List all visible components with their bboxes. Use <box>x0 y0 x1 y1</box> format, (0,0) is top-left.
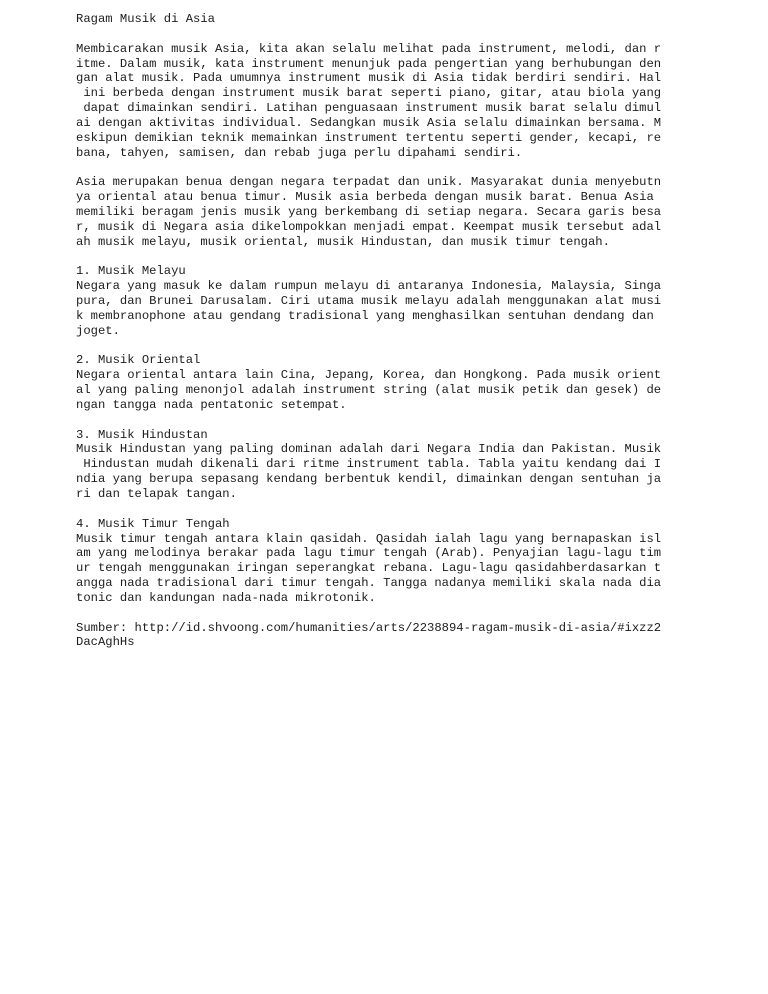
paragraph <box>76 517 676 606</box>
text-line: Asia merupakan benua dengan negara terpadat dan unik. Masyarakat dunia menyebutn <box>76 175 662 190</box>
text-line: angga nada tradisional dari timur tengah. Tangga nadanya memiliki skala nada dia <box>76 576 662 591</box>
text-line: Membicarakan musik Asia, kita akan selalu melihat pada instrument, melodi, dan r <box>76 41 662 56</box>
paragraph-gap <box>76 27 676 42</box>
text-line: 4. Musik Timur Tengah <box>76 516 230 531</box>
text-line: DacAghHs <box>76 635 135 650</box>
paragraph <box>76 264 676 338</box>
text-line: Hindustan mudah dikenali dari ritme instrument tabla. Tabla yaitu kendang dai I <box>76 457 662 472</box>
text-line: Musik timur tengah antara klain qasidah. Qasidah ialah lagu yang bernapaskan isl <box>76 531 662 546</box>
paragraph <box>76 42 676 161</box>
text-line: joget. <box>76 323 120 338</box>
document-page <box>76 12 676 650</box>
text-line: ai dengan aktivitas individual. Sedangkan musik Asia selalu dimainkan bersama. M <box>76 115 662 130</box>
text-line: Musik Hindustan yang paling dominan adalah dari Negara India dan Pakistan. Musik <box>76 442 662 457</box>
text-line: ri dan telapak tangan. <box>76 487 237 501</box>
text-line: pura, dan Brunei Darusalam. Ciri utama musik melayu adalah menggunakan alat musi <box>76 294 662 309</box>
document-body <box>76 42 676 651</box>
text-line: dapat dimainkan sendiri. Latihan penguasaan instrument musik barat selalu dimul <box>76 101 662 116</box>
document-title: Ragam Musik di Asia <box>76 12 215 26</box>
text-line: al yang paling menonjol adalah instrument string (alat musik petik dan gesek) de <box>76 383 662 398</box>
text-line: k membranophone atau gendang tradisional yang menghasilkan sentuhan dendang dan <box>76 308 662 323</box>
paragraph <box>76 353 676 412</box>
text-line: r, musik di Negara asia dikelompokkan menjadi empat. Keempat musik tersebut adal <box>76 219 662 234</box>
paragraph-gap <box>76 606 676 621</box>
text-line: Negara yang masuk ke dalam rumpun melayu di antaranya Indonesia, Malaysia, Singa <box>76 279 662 294</box>
text-line: ya oriental atau benua timur. Musik asia berbeda dengan musik barat. Benua Asia <box>76 190 662 205</box>
paragraph-gap <box>76 339 676 354</box>
paragraph-gap <box>76 502 676 517</box>
paragraph <box>76 621 676 651</box>
text-line: ur tengah menggunakan iringan seperangkat rebana. Lagu-lagu qasidahberdasarkan t <box>76 561 662 576</box>
text-line: Sumber: http://id.shvoong.com/humanities/arts/2238894-ragam-musik-di-asia/#ixzz2 <box>76 620 662 635</box>
text-line: 3. Musik Hindustan <box>76 427 208 442</box>
paragraph-gap <box>76 413 676 428</box>
text-line: ah musik melayu, musik oriental, musik Hindustan, dan musik timur tengah. <box>76 234 610 249</box>
paragraph <box>76 428 676 502</box>
text-line: ndia yang berupa sepasang kendang berbentuk kendil, dimainkan dengan sentuhan ja <box>76 472 662 487</box>
text-line: ngan tangga nada pentatonic setempat. <box>76 397 347 412</box>
text-line: bana, tahyen, samisen, dan rebab juga perlu dipahami sendiri. <box>76 145 523 160</box>
text-line: memiliki beragam jenis musik yang berkembang di setiap negara. Secara garis besa <box>76 204 662 219</box>
text-line: eskipun demikian teknik memainkan instrument tertentu seperti gender, kecapi, re <box>76 130 662 145</box>
paragraph-gap <box>76 160 676 175</box>
text-line: itme. Dalam musik, kata instrument menunjuk pada pengertian yang berhubungan den <box>76 56 662 71</box>
text-line: 1. Musik Melayu <box>76 264 186 279</box>
paragraph <box>76 175 676 249</box>
text-line: ini berbeda dengan instrument musik barat seperti piano, gitar, atau biola yang <box>76 86 662 101</box>
text-line: gan alat musik. Pada umumnya instrument musik di Asia tidak berdiri sendiri. Hal <box>76 71 662 86</box>
text-line: tonic dan kandungan nada-nada mikrotonik. <box>76 590 376 605</box>
text-line: am yang melodinya berakar pada lagu timur tengah (Arab). Penyajian lagu-lagu tim <box>76 546 662 561</box>
paragraph-gap <box>76 250 676 265</box>
text-line: Negara oriental antara lain Cina, Jepang, Korea, dan Hongkong. Pada musik orient <box>76 368 662 383</box>
text-line: 2. Musik Oriental <box>76 353 201 368</box>
